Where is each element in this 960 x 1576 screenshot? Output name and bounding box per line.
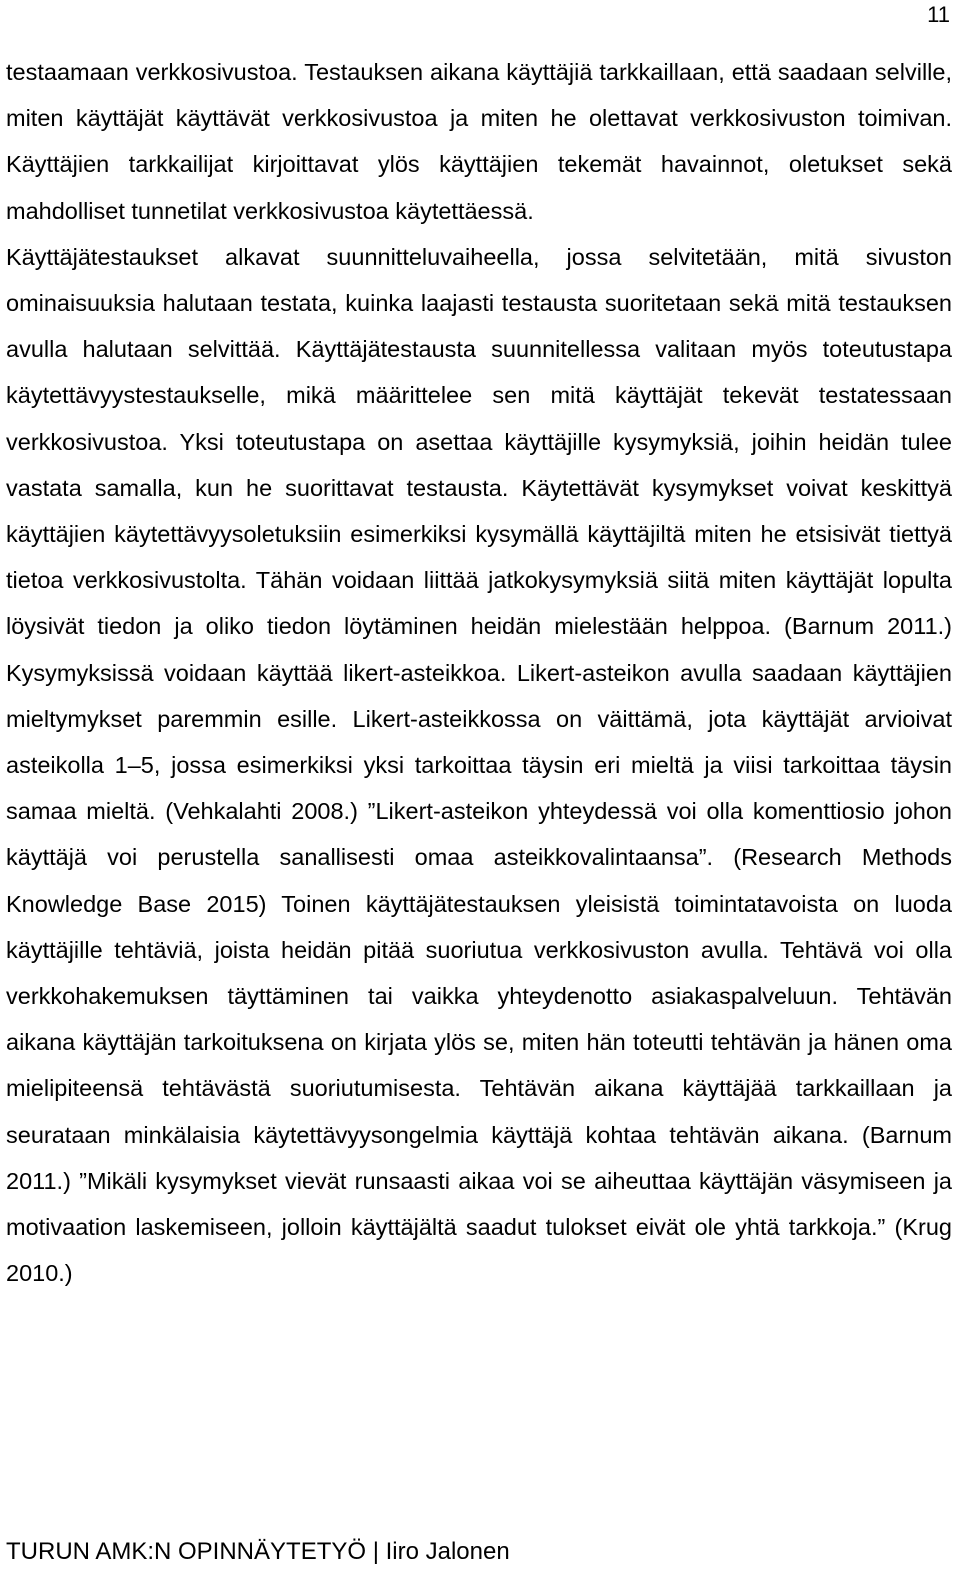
footer: TURUN AMK:N OPINNÄYTETYÖ | Iiro Jalonen xyxy=(6,1538,510,1565)
page-number: 11 xyxy=(927,2,950,27)
paragraph: testaamaan verkkosivustoa. Testauksen aikana käyttäjiä tarkkaillaan, että saadaan selville, miten käyttäjät käyttävät verkkosivustoa ja miten he olettavat verkkosivuston toimivan. Käyttäjien tarkkailijat kirjoittavat ylös käyttäjien tekemät havainnot, oletukset sekä mahdolliset tunnetilat verkkosivustoa käytettäessä. xyxy=(6,59,952,224)
paragraph: Käyttäjätestaukset alkavat suunnitteluvaiheella, jossa selvitetään, mitä sivuston ominaisuuksia halutaan testata, kuinka laajasti testausta suoritetaan sekä mitä testauksen avulla halutaan selvittää. Käyttäjätestausta suunnitellessa valitaan myös toteutustapa käytettävyystestaukselle, mikä määrittelee sen mitä käyttäjät tekevät testatessaan verkkosivustoa. Yksi toteutustapa on asettaa käyttäjille kysymyksiä, joihin heidän tulee vastata samalla, kun he suorittavat testausta. Käytettävät kysymykset voivat keskittyä käyttäjien käytettävyysoletuksiin esimerkiksi kysymällä käyttäjiltä miten he etsisivät tiettyä tietoa verkkosivustolta. Tähän voidaan liittää jatkokysymyksiä siitä miten käyttäjät lopulta löysivät tiedon ja oliko tiedon löytäminen heidän mielestään helppoa. (Barnum 2011.) Kysymyksissä voidaan käyttää likert-asteikkoa. Likert-asteikon avulla saadaan käyttäjien mieltymykset paremmin esille. Likert-asteikkossa on väittämä, jota käyttäjät arvioivat asteikolla 1–5, jossa esimerkiksi yksi tarkoittaa täysin eri mieltä ja viisi tarkoittaa täysin samaa mieltä. (Vehkalahti 2008.) ”Likert-asteikon yhteydessä voi olla komenttiosio johon käyttäjä voi perustella sanallisesti omaa asteikkovalintaansa”. (Research Methods Knowledge Base 2015) Toinen käyttäjätestauksen yleisistä toimintatavoista on luoda käyttäjille tehtäviä, joista heidän pitää suoriutua verkkosivuston avulla. Tehtävä voi olla verkkohakemuksen täyttäminen tai vaikka yhteydenotto asiakaspalveluun. Tehtävän aikana käyttäjän tarkoituksena on kirjata ylös se, miten hän toteutti tehtävän ja hänen oma mielipiteensä tehtävästä suoriutumisesta. Tehtävän aikana käyttäjää tarkkaillaan ja seurataan minkälaisia käytettävyysongelmia käyttäjä kohtaa tehtävän aikana. (Barnum 2011.) ”Mikäli kysymykset vievät runsaasti aikaa voi se aiheuttaa käyttäjän väsymiseen ja motivaation laskemiseen, jolloin käyttäjältä saadut tulokset eivät ole yhtä tarkkoja.” (Krug 2010.) xyxy=(6,243,952,1287)
body-text xyxy=(6,49,952,1296)
